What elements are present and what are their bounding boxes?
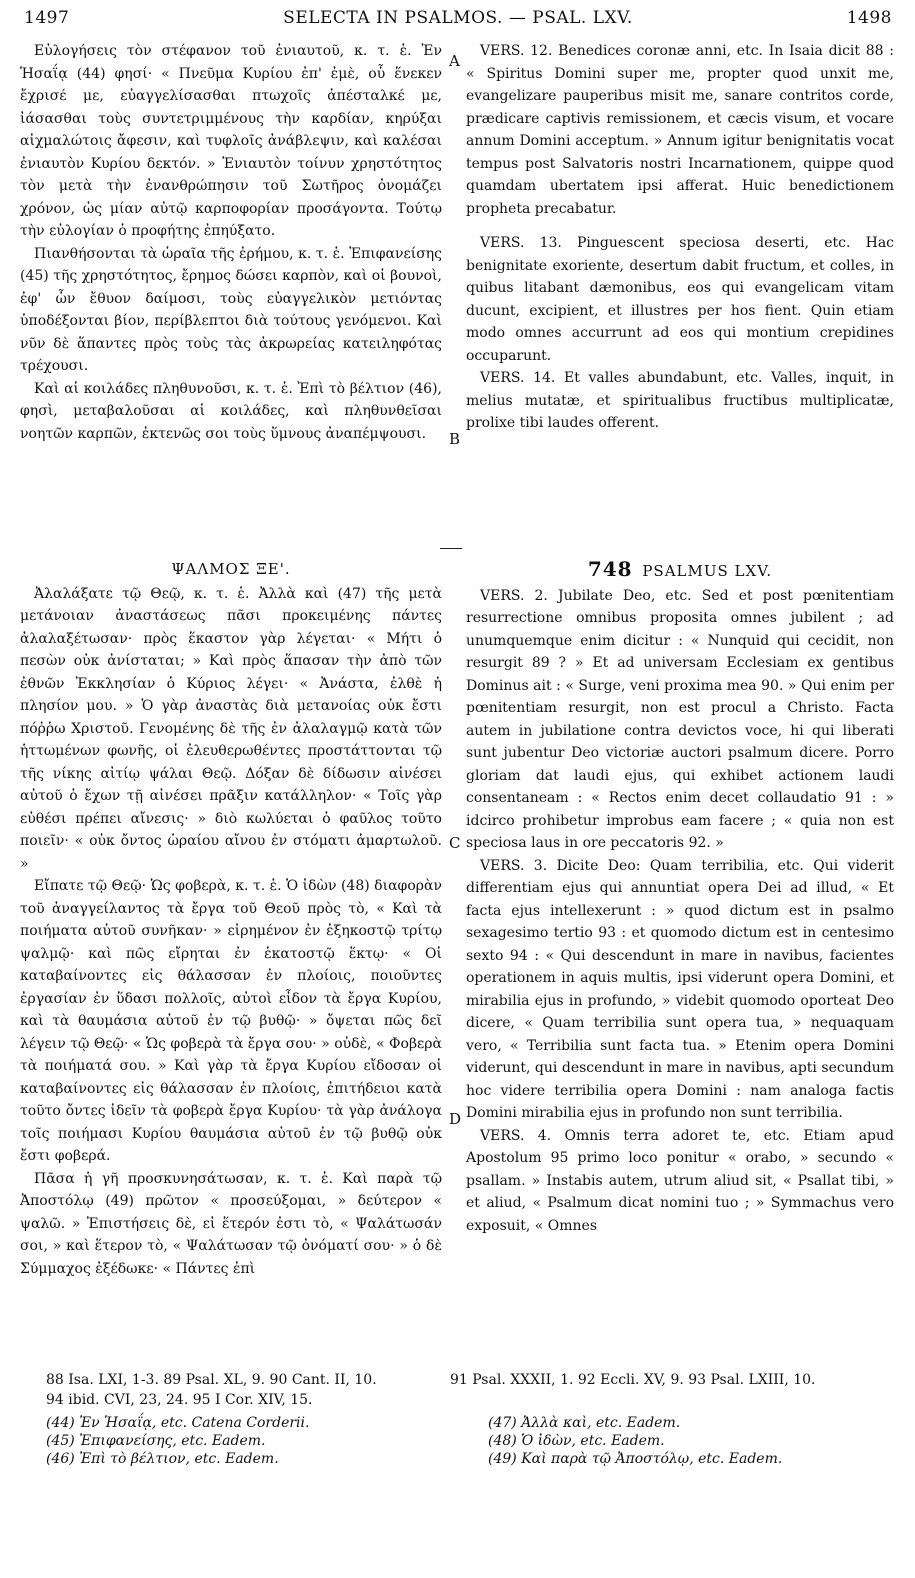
greek-paragraph: Εὐλογήσεις τὸν στέφανον τοῦ ἐνιαυτοῦ, κ. τ. ἑ. Ἐν Ἡσαΐᾳ (44) φησί· « Πνεῦμα Κυρίου ἐπ' ἐμὲ, οὗ ἕνεκεν ἔχρισέ με, εὐαγγελίσασθαι πτωχοῖς ἀπέσταλκέ με, ἰάσασθαι τοὺς συντετριμμένους τὴν καρδίαν, κηρύξαι αἰχμαλώτοις ἄφεσιν, καὶ τυφλοῖς ἀνάβλεψιν, καὶ καλέσαι ἐνιαυτὸν Κυρίου δεκτόν. » Ἐνιαυτὸν τοίνυν χρηστότητος τὸν μετὰ τὴν ἐνανθρώπησιν τοῦ Σωτῆρος ὀνομάζει χρόνον, ὡς μίαν αὐτῷ καρποφορίαν προσάγοντα. Τούτῳ τὴν εὐλογίαν ὁ προφήτης ἐπηύξατο.	[20, 43, 442, 239]
greek-column-bottom	[20, 558, 442, 1280]
greek-paragraph: Ἀλαλάξατε τῷ Θεῷ, κ. τ. ἑ. Ἀλλὰ καὶ (47) τῆς μετὰ μετάνοιαν ἀναστάσεως πᾶσι προκειμένης πάντες ἀλαλαξέτωσαν· πρὸς ἕκαστον γὰρ λέγεται· « Μήτι ὁ πεσὼν οὐκ ἀνίσταται; » Καὶ πρὸς ἅπασαν τὴν ἀπὸ τῶν ἐθνῶν Ἐκκλησίαν ὁ Κύριος λέγει· « Ἀνάστα, ἐλθὲ ἡ πλησίον μου. » Ὁ γὰρ ἀναστὰς διὰ μετανοίας οὐκ ἔστι πόῤῥω Χριστοῦ. Γενομένης δὲ τῆς ἐν ἀλαλαγμῷ κατὰ τῶν ἡττωμένων φωνῆς, οἱ ἐλευθερωθέντες προστάττονται τῷ τῆς νίκης αἰτίῳ ψάλαι Θεῷ. Δόξαν δὲ δίδωσιν αἰνέσει αὐτοῦ ὁ ἔχων τῇ αἰνέσει πρᾶξιν κατάλληλον· « Τοῖς γὰρ εὐθέσι πρέπει αἴνεσις· » διὸ κωλύεται ὁ φαῦλος τοῦτο ποιεῖν· « οὐκ ὄντος ὡραίου αἴνου ἐν στόματι ἁμαρτωλοῦ. »	[20, 585, 442, 872]
footnote-line	[24, 1390, 892, 1410]
footnote-text: 88 Isa. LXI, 1-3. 89 Psal. XL, 9. 90 Cant. II, 10.	[46, 1372, 377, 1388]
latin-section-heading	[466, 558, 894, 583]
greek-paragraph: Πιανθήσονται τὰ ὡραῖα τῆς ἐρήμου, κ. τ. ἑ. Ἐπιφανείσης (45) τῆς χρηστότητος, ἔρημος δώσει καρπὸν, καὶ οἱ βουνοὶ, ἐφ' ὧν ἔθυον δαίμοσι, τοὺς εὐαγγελικὸν μετιόντας ὑποδέξονται βίον, περίβλεπτοι διὰ τούτους γενόμενοι. Καὶ νῦν δὲ ἅπαντες πρὸς τοὺς τὰς ἀκρωρείας κατειληφότας τρέχουσι.	[20, 245, 442, 374]
column-number: 748	[587, 557, 633, 581]
editor-note: (44) Ἐν Ἡσαΐᾳ, etc. Catena Corderii.	[46, 1415, 310, 1431]
editor-note: (46) Ἐπὶ τὸ βέλτιον, etc. Eadem.	[46, 1451, 279, 1467]
margin-letter-d: D	[449, 1110, 462, 1128]
editor-note: (45) Ἐπιφανείσης, etc. Eadem.	[46, 1433, 266, 1449]
running-header	[24, 8, 892, 30]
column-divider	[440, 548, 462, 549]
editor-note: (48) Ὁ ἰδὼν, etc. Eadem.	[488, 1433, 665, 1449]
footnote-line	[24, 1370, 892, 1390]
latin-paragraph: VERS. 14. Et valles abundabunt, etc. Valles, inquit, in melius mutatæ, et spiritualibus fructibus multiplicatæ, prolixe tibi laudes offerent.	[466, 370, 894, 431]
latin-paragraph: VERS. 4. Omnis terra adoret te, etc. Etiam apud Apostolum 95 primo loco ponitur « orabo, » secundo « psallam. » Instabis autem, utrum aliud sit, « Psallat tibi, » et aliud, « Psalmum dicat nomini tuo ; » Symmachus vero exposuit, « Omnes	[466, 1127, 894, 1234]
greek-paragraph: Καὶ αἱ κοιλάδες πληθυνοῦσι, κ. τ. ἑ. Ἐπὶ τὸ βέλτιον (46), φησὶ, μεταβαλοῦσαι αἱ κοιλάδες, καὶ πληθυνθεῖσαι νοητῶν καρπῶν, ἐκτενῶς σοι τοὺς ὕμνους ἀναπέμψουσι.	[20, 380, 442, 442]
latin-column-bottom	[466, 558, 894, 1237]
latin-paragraph: VERS. 3. Dicite Deo: Quam terribilia, etc. Qui viderit differentiam ejus qui annuntiat opera Dei ad illud, « Et facta ejus intellexerunt : » quod dictum est in psalmo sexagesimo tertio 93 : et quomodo dictum est in centesimo sexto 94 : « Qui descendunt in mare in navibus, facientes operationem in aquis multis, ipsi viderunt opera Domini, et mirabilia ejus in profundo, » videbit quomodo oporteat Deo dicere, « Quam terribilia sunt opera tua, » nequaquam vero, « Terribilia sunt facta tua. » Etenim opera Domini viderunt, qui descendunt in mare in navibus, apti secundum hoc videre terribilia opera Domini : nam analoga factis Domini mirabilia ejus in profundo non sunt terribilia.	[466, 857, 894, 1121]
greek-section-heading: ΨΑΛΜΟΣ ΞΕ'.	[171, 560, 291, 578]
latin-paragraph: VERS. 13. Pinguescent speciosa deserti, etc. Hac benignitate exoriente, desertum dabit fructum, et colles, in quibus litabant dæmonibus, eos qui evangelicam vitam ducunt, excipient, et illustres per hos fient. Quin etiam modo omnes accurrunt ad eos qui montium crepidines occuparunt.	[466, 235, 894, 364]
editor-note: (47) Ἀλλὰ καὶ, etc. Eadem.	[488, 1415, 681, 1431]
latin-paragraph: VERS. 12. Benedices coronæ anni, etc. In Isaia dicit 88 : « Spiritus Domini super me, propter quod unxit me, evangelizare pauperibus misit me, sanare contritos corde, prædicare captivis remissionem, et cæcis visum, et vocare annum Domini acceptum. » Annum igitur benignitatis vocat tempus post Salvatoris nostri Incarnationem, quippe quod quamdam ubertatem ipsi afferat. Huic benedictionem propheta precabatur.	[466, 43, 894, 217]
latin-column-top	[466, 40, 894, 435]
latin-paragraph: VERS. 2. Jubilate Deo, etc. Sed et post pœnitentiam resurrectione omnibus proposita omnes jubilent ; ad unumquemque enim dicitur : « Nunquid qui cecidit, non resurgit 89 ? » Et ad universam Ecclesiam ex gentibus Dominus ait : « Surge, veni proxima mea 90. » Qui enim per pœnitentiam resurgit, non est procul a Christo. Facta autem in jubilatione contra devictos voce, hi qui liberati sunt jubentur Deo victoriæ auctori psalmum dicere. Porro gloriam dat laudi ejus, qui exhibet actionem laudi consentaneam : « Rectos enim decet collaudatio 91 : » idcirco prohibetur improbus eam facere ; « quia non est speciosa laus in ore peccatoris 92. »	[466, 587, 894, 851]
footnote-text: 91 Psal. XXXII, 1. 92 Eccli. XV, 9. 93 Psal. LXIII, 10.	[450, 1372, 816, 1388]
margin-letter-b: B	[449, 430, 461, 448]
page-number-left: 1497	[24, 8, 70, 28]
page-number-right: 1498	[846, 8, 892, 28]
running-title: SELECTA IN PSALMOS. — PSAL. LXV.	[283, 8, 633, 28]
editor-note: (49) Καὶ παρὰ τῷ Ἀποστόλῳ, etc. Eadem.	[488, 1451, 783, 1467]
margin-letter-c: C	[449, 834, 461, 852]
margin-letter-a: A	[449, 52, 460, 70]
greek-paragraph: Πᾶσα ἡ γῆ προσκυνησάτωσαν, κ. τ. ἑ. Καὶ παρὰ τῷ Ἀποστόλῳ (49) πρῶτον « προσεύξομαι, » δεύτερον « ψαλῶ. » Ἐπιστήσεις δὲ, εἰ ἕτερόν ἐστι τὸ, « Ψαλάτωσάν σοι, » καὶ ἕτερον τὸ, « Ψαλάτωσαν τῷ ὀνόματί σου· » ὁ δὲ Σύμμαχος ἐξέδωκε· « Πάντες ἐπὶ	[20, 1170, 442, 1277]
greek-paragraph: Εἴπατε τῷ Θεῷ· Ὡς φοβερὰ, κ. τ. ἑ. Ὁ ἰδὼν (48) διαφορὰν τοῦ ἀναγγείλαντος τὰ ἔργα τοῦ Θεοῦ πρὸς τὸ, « Καὶ τὰ ποιήματα αὐτοῦ συνῆκαν· » εἰρημένον ἐν ἑξηκοστῷ τρίτῳ ψαλμῷ· καὶ πῶς εἴρηται ἐν ἑκατοστῷ ἕκτῳ· « Οἱ καταβαίνοντες εἰς θάλασσαν ἐν πλοίοις, ποιοῦντες ἐργασίαν ἐν ὕδασι πολλοῖς, αὐτοὶ εἶδον τὰ ἔργα Κυρίου, καὶ τὰ θαυμάσια αὐτοῦ ἐν τῷ βυθῷ· » ὄψεται πῶς δεῖ λέγειν τῷ Θεῷ· « Ὡς φοβερὰ τὰ ἔργα σου· » οὐδὲ, « Φοβερὰ τὰ ποιήματά σου. » Καὶ γὰρ τὰ ἔργα Κυρίου εἴδοσαν οἱ καταβαίνοντες εἰς θάλασσαν ἐν πλοίοις, ἐπιτήδειοι κατὰ τοῦτο ὄντες ἰδεῖν τὰ φοβερὰ ἔργα Κυρίου· τὰ γὰρ ἀνάλογα τοῖς ποιήμασι Κυρίου θαυμάσια αὐτοῦ ἐν τῷ βυθῷ οὐκ ἔστι φοβερά.	[20, 878, 442, 1164]
editor-notes-right	[488, 1414, 782, 1468]
editor-notes-left	[46, 1414, 309, 1468]
footnote-text: 94 ibid. CVI, 23, 24. 95 I Cor. XIV, 15.	[46, 1392, 313, 1408]
scripture-footnotes	[24, 1370, 892, 1410]
greek-column-top	[20, 40, 442, 445]
latin-section-title: PSALMUS LXV.	[642, 562, 773, 580]
